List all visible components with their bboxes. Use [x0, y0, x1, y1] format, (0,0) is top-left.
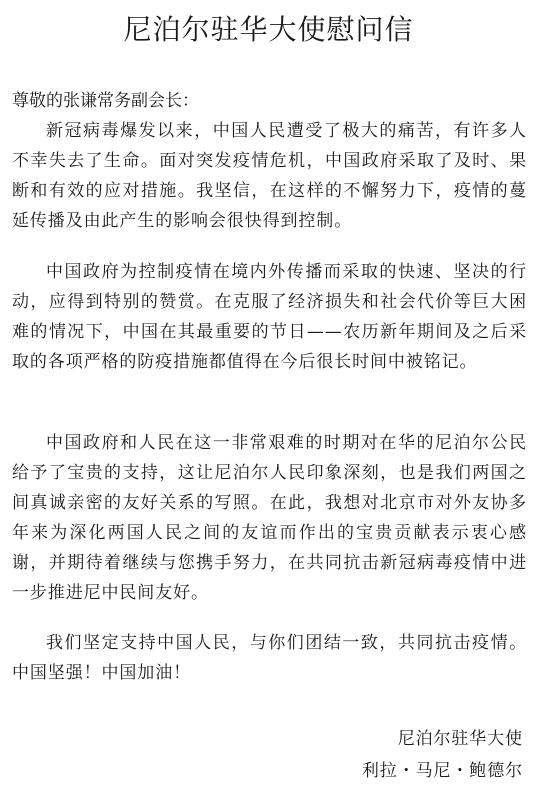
paragraph-4: 我们坚定支持中国人民，与你们团结一致，共同抗击疫情。中国坚强！中国加油！ [12, 633, 527, 683]
paragraph-1: 新冠病毒爆发以来，中国人民遭受了极大的痛苦，有许多人不幸失去了生命。面对突发疫情危机，中国政府采取了及时、果断和有效的应对措施。我坚信，在这样的不懈努力下，疫情的蔓延传播及由此产生的影响会很快得到控制。 [12, 121, 527, 231]
signature-title: 尼泊尔驻华大使 [397, 729, 523, 749]
letter-title: 尼泊尔驻华大使慰问信 [123, 13, 414, 46]
signature-name: 利拉・马尼・鲍德尔 [361, 761, 523, 781]
salutation: 尊敬的张谦常务副会长： [12, 91, 199, 111]
paragraph-2: 中国政府为控制疫情在境内外传播而采取的快速、坚决的行动，应得到特别的赞赏。在克服了经济损失和社会代价等巨大困难的情况下，中国在其最重要的节日——农历新年期间及之后采取的各项严格的防疫措施都值得在今后很长时间中被铭记。 [12, 262, 527, 372]
paragraph-3: 中国政府和人民在这一非常艰难的时期对在华的尼泊尔公民给予了宝贵的支持，这让尼泊尔人民印象深刻，也是我们两国之间真诚亲密的友好关系的写照。在此，我想对北京市对外友协多年来为深化两国人民之间的友谊而作出的宝贵贡献表示衷心感谢，并期待着继续与您携手努力，在共同抗击新冠病毒疫情中进一步推进尼中民间友好。 [12, 433, 527, 603]
